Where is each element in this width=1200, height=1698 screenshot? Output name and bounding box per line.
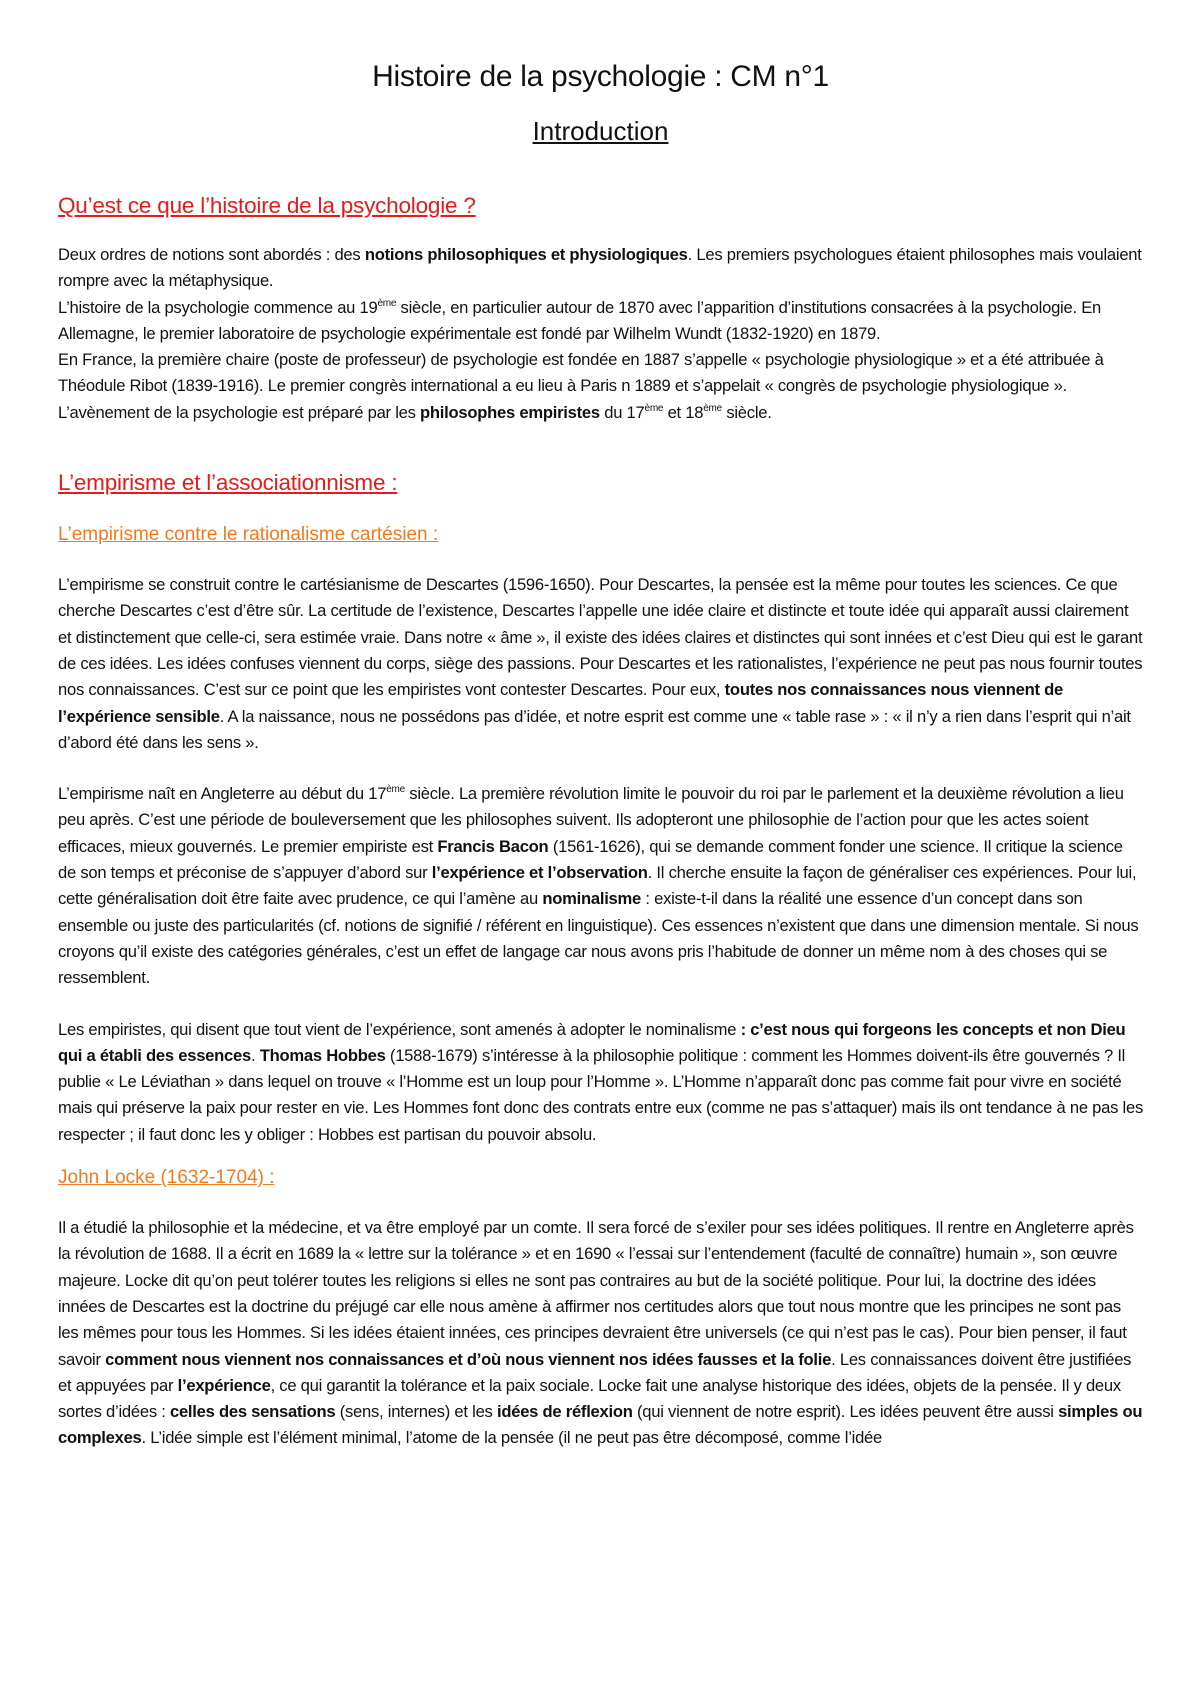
bold-run: : c’est nous qui forgeons les concepts et non Dieu qui a établi des essences	[58, 1019, 1126, 1065]
text-run: (sens, internes) et les	[335, 1402, 497, 1422]
bold-run: notions philosophiques et physiologiques	[364, 245, 688, 264]
superscript: ème	[644, 402, 664, 414]
document-title: Histoire de la psychologie : CM n°1	[372, 60, 829, 93]
bold-run: l’expérience	[177, 1375, 271, 1395]
text-run: , ce qui garantit la tolérance et la paix sociale. Locke fait une analyse historique des idées, objets de la pensée. Il y deux sortes d’idées :	[58, 1375, 1121, 1422]
text-run: L’empirisme se construit contre le cartésianisme de Descartes (1596-1650). Pour Descartes, la pensée est la même pour toutes les sciences. Ce que cherche Descartes c’est d’être sûr. La certitude de l’existence, Descartes l’appelle une idée claire et distincte et toute idée qui apparaît aussi clairement et distinctement que celle-ci, sera estimée vraie. Dans notre « âme », il existe des idées claires et distinctes qui sont innées et c’est Dieu qui est le garant de ces idées. Les idées confuses viennent du corps, siège des passions. Pour Descartes et les rationalistes, l’expérience ne peut pas nous fournir toutes nos connaissances. C’est sur ce point que les empiristes vont contester Descartes. Pour eux,	[58, 575, 1143, 700]
bold-run: simples ou complexes	[58, 1402, 1143, 1448]
bold-run: Francis Bacon	[437, 836, 549, 856]
text-run: L’histoire de la psychologie commence au 19	[58, 297, 378, 317]
text-run: L’empirisme naît en Angleterre au début du 17	[58, 784, 387, 804]
bold-run: nominalisme	[542, 889, 642, 909]
text-run: .	[250, 1045, 260, 1065]
text-run: Il a étudié la philosophie et la médecine, et va être employé par un comte. Il sera forcé de s’exiler pour ses idées politiques. Il rentre en Angleterre après la révolution de 1688. Il a écrit en 1689 la « lettre sur la tolérance » et en 1690 « l’essai sur l’entendement (faculté de connaître) humain », son œuvre majeure. Locke dit qu’on peut tolérer toutes les religions si elles ne sont pas contraires au but de la société politique. Pour lui, la doctrine des idées innées de Descartes est la doctrine du préjugé car elle nous amène à affirmer nos certitudes alors que tout nous montre que les principes ne sont pas les mêmes pour tous les Hommes. Si les idées étaient innées, ces principes devraient être universels (ce qui n’est pas le cas). Pour bien penser, il faut savoir	[58, 1218, 1134, 1369]
text-run: En France, la première chaire (poste de professeur) de psychologie est fondée en 1887 s’appelle « psychologie physiologique » et a été attribuée à Théodule Ribot (1839-1916). Le premier congrès international a eu lieu à Paris n 1889 et s’appelait « congrès de psychologie physiologique ». L’avènement de la psychologie est préparé par les	[58, 350, 1104, 422]
text-run: Les empiristes, qui disent que tout vient de l’expérience, sont amenés à adopter le nominalisme	[58, 1019, 741, 1039]
text-run: siècle, en particulier autour de 1870 avec l’apparition d’institutions consacrées à la psychologie. En Allemagne, le premier laboratoire de psychologie expérimentale est fondé par Wilhelm Wundt (1832-1920) en 1879.	[58, 297, 1101, 343]
text-run: (1561-1626), qui se demande comment fonder une science. Il critique la science de son temps et préconise de s’appuyer d’abord sur	[58, 836, 1123, 883]
paragraph-bacon	[58, 781, 1143, 991]
section-heading-empiricism: L’empirisme et l’associationnisme :	[58, 470, 398, 496]
paragraph-hobbes	[58, 1017, 1143, 1148]
text-run: et 18	[663, 402, 704, 422]
bold-run: philosophes empiristes	[420, 402, 600, 422]
document-subtitle: Introduction	[532, 116, 669, 146]
text-run: siècle.	[721, 402, 772, 422]
text-run: . A la naissance, nous ne possédons pas d’idée, et notre esprit est comme une « table rase » : « il n’y a rien dans l’esprit qui n’ait d’abord été dans les sens ».	[58, 706, 1131, 752]
text-run: . Les connaissances doivent être justifiées et appuyées par	[58, 1349, 1132, 1395]
text-run: . L’idée simple est l’élément minimal, l’atome de la pensée (il ne peut pas être décomposé, comme l’idée	[141, 1428, 883, 1448]
superscript: ème	[386, 784, 405, 796]
text-run: siècle. La première révolution limite le pouvoir du roi par le parlement et la deuxième révolution a lieu peu après. C’est une période de bouleversement que les philosophes suivent. Ils adopteront une philosophie de l’action pour que les actes soient efficaces, mieux gouvernés. Le premier empiriste est	[58, 784, 1124, 856]
superscript: ème	[703, 402, 722, 414]
paragraph-locke	[58, 1215, 1143, 1452]
section-heading-history: Qu’est ce que l’histoire de la psychologie ?	[58, 193, 476, 218]
bold-run: Thomas Hobbes	[259, 1045, 386, 1065]
paragraph-descartes	[58, 572, 1143, 756]
bold-run: comment nous viennent nos connaissances et d’où nous viennent nos idées fausses et la folie	[105, 1349, 832, 1369]
text-run: Deux ordres de notions sont abordés : des	[58, 245, 365, 264]
bold-run: toutes nos connaissances nous viennent de l’expérience sensible	[58, 680, 1063, 726]
bold-run: l’expérience et l’observation	[431, 863, 648, 883]
subsection-heading-rationalism: L’empirisme contre le rationalisme cartésien :	[58, 524, 439, 546]
bold-run: celles des sensations	[169, 1402, 336, 1422]
text-run: du 17	[599, 402, 645, 422]
paragraph-history-intro	[58, 242, 1143, 426]
subsection-heading-locke: John Locke (1632-1704) :	[58, 1167, 275, 1189]
text-run: . Les premiers psychologues étaient philosophes mais voulaient rompre avec la métaphysique.	[58, 245, 1142, 291]
text-run: (1588-1679) s’intéresse à la philosophie politique : comment les Hommes doivent-ils être gouvernés ? Il publie « Le Léviathan » dans lequel on trouve « l’Homme est un loup pour l’Homme ». L’Homme n’apparaît donc pas comme fait pour vivre en société mais qui préserve la paix pour rester en vie. Les Hommes font donc des contrats entre eux (comme ne pas s’attaquer) mais ils ont tendance à ne pas les respecter ; il faut donc les y obliger : Hobbes est partisan du pouvoir absolu.	[58, 1045, 1143, 1144]
text-run: : existe-t-il dans la réalité une essence d’un concept dans son ensemble ou juste des particularités (cf. notions de signifié / référent en linguistique). Ces essences n’existent que dans une dimension mentale. Si nous croyons qu’il existe des catégories générales, c’est un effet de langage car nous avons pris l’habitude de donner un même nom à des choses qui se ressemblent.	[58, 889, 1139, 988]
text-run: (qui viennent de notre esprit). Les idées peuvent être aussi	[632, 1402, 1059, 1422]
bold-run: idées de réflexion	[496, 1402, 633, 1422]
superscript: ème	[377, 297, 397, 309]
text-run: . Il cherche ensuite la façon de généraliser ces expériences. Pour lui, cette généralisation doit être faite avec prudence, ce qui l’amène au	[58, 863, 1137, 909]
